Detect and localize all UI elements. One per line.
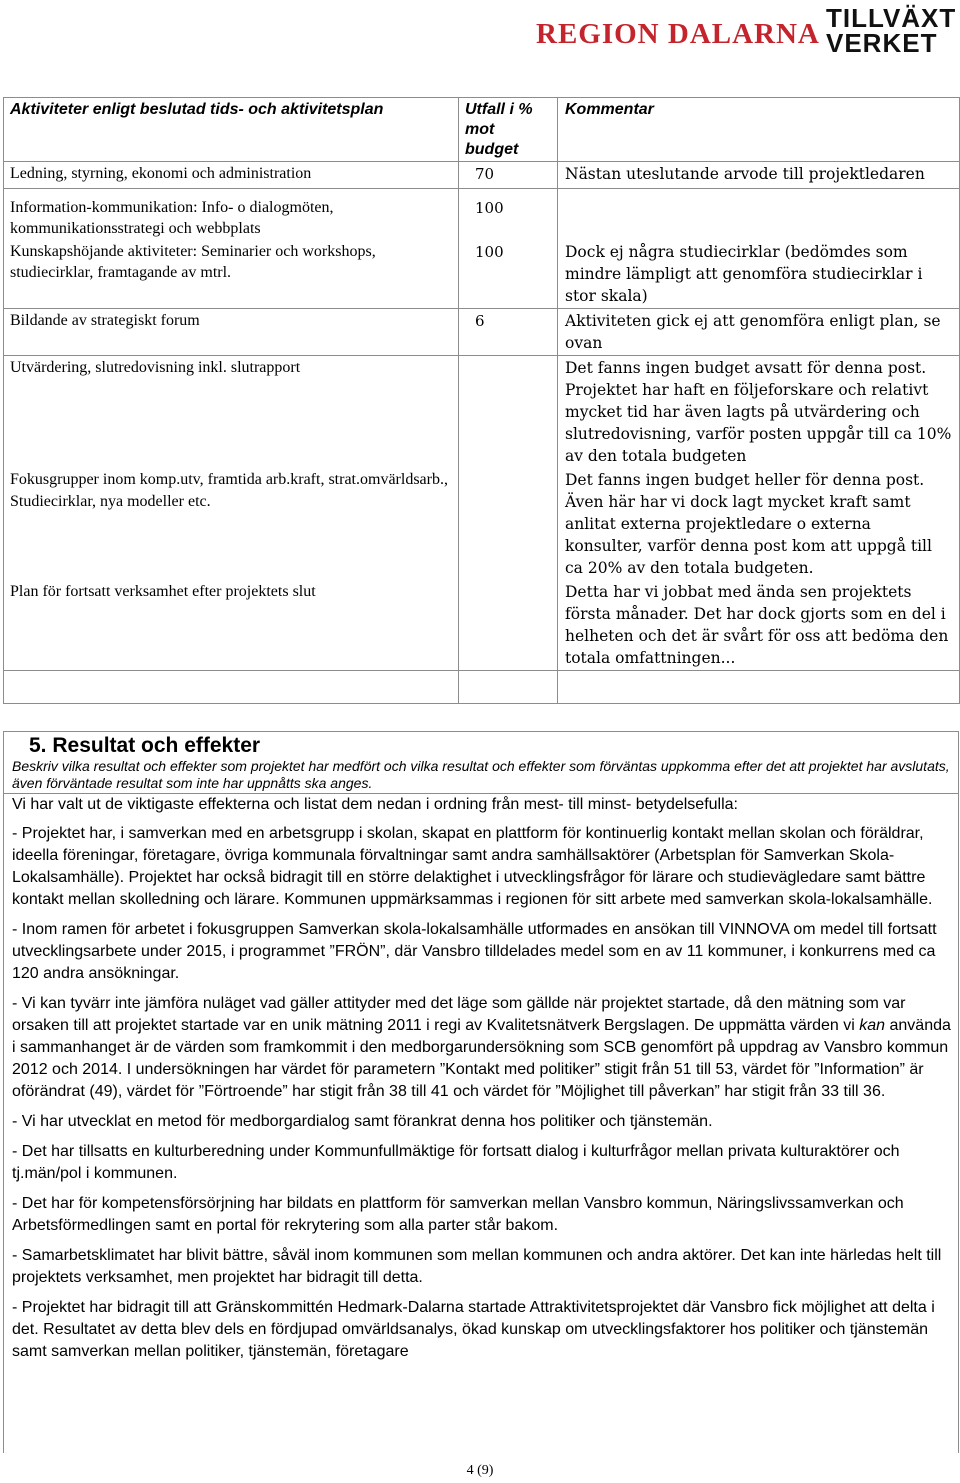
intro-paragraph: Vi har valt ut de viktigaste effekterna och listat dem nedan i ordning från mest- till minst- betydelsefulla: [12,796,738,813]
result-paragraph: - Det har tillsatts en kulturberedning under Kommunfullmäktige för fortsatt dialog i kulturfrågor mellan privata kulturaktörer och tj.män/pol i kommunen. [12,1143,900,1182]
result-paragraph: - Inom ramen för arbetet i fokusgruppen Samverkan skola-lokalsamhälle utformades en ansökan till VINNOVA om medel till fortsatt utvecklingsarbete under 2015, i programmet ”FRÖN”, där Vansbro tilldelades medel som en av 11 kommuner, i konkurrens med ca 120 andra ansökningar. [12,921,937,982]
region-dalarna-logo: REGION DALARNA [536,18,820,50]
table-row: Kunskapshöjande aktiviteter: Seminarier och workshops, studiecirklar, framtagande av mtrl. 100 Dock ej några studiecirklar (bedömdes som mindre lämpligt att genomföra studiecirklar i stor skala) [4,240,960,309]
result-paragraph: - Vi har utvecklat en metod för medborgardialog samt förankrat denna hos politiker och tjänstemän. [12,1113,713,1130]
table-row: Plan för fortsatt verksamhet efter projektets slut Detta har vi jobbat med ända sen projektets första månader. Det har dock gjorts som en del i helheten och det är svårt för oss att bedöma den totala omfattningen... [4,580,960,671]
table-header-row [4,98,960,162]
column-header-activity: Aktiviteter enligt beslutad tids- och aktivitetsplan [4,98,459,162]
section-body [12,794,952,1371]
page-number: 4 (9) [466,1463,494,1478]
table-row: Utvärdering, slutredovisning inkl. slutrapport Det fanns ingen budget avsatt för denna post. Projektet har haft en följeforskare och relativt mycket tid har även lagts på utvärdering och slutredovisning, varför posten uppgår till ca 10% av den totala budgeten [4,356,960,469]
result-paragraph: - Samarbetsklimatet har blivit bättre, såväl inom kommunen som mellan kommunen och andra aktörer. Det kan inte härledas helt till projektets verksamhet, men projektet har bidragit till detta. [12,1247,942,1286]
tillvaxtverket-logo: TILLVÄXT VERKET [826,3,957,58]
section-heading: 5. Resultat och effekter [29,734,261,757]
result-paragraph: - Vi kan tyvärr inte jämföra nuläget vad gäller attityder med det läge som gällde när projektet startade, då den mätning som var orsaken till att projektet startade var en unik mätning 2011 i regi av Kvalitetsnätverk Bergslagen. De uppmätta värden vi kan använda i sammanhanget är de värden som framkommit i den medborgarundersökning som SCB genomfört på uppdrag av Vansbro kommun 2012 och 2014. I undersökningen har värdet för parametern ”Kontakt med politiker” stigit från 51 till 53, värdet för ”Information” är oförändrat (49), värdet för ”Förtroende” har stigit från 38 till 41 och värdet för ”Möjlighet till påverkan” har stigit från 33 till 36. [12,995,951,1100]
table-row: Bildande av strategiskt forum 6 Aktiviteten gick ej att genomföra enligt plan, se ovan [4,309,960,356]
table-row [4,671,960,704]
result-paragraph: - Projektet har, i samverkan med en arbetsgrupp i skolan, skapat en plattform för kontinuerlig kontakt mellan skolan och föräldrar, ideella föreningar, företagare, övriga kommunala förvaltningar samt andra samhällsaktörer (Arbetsplan för Samverkan Skola-Lokalsamhälle). Projektet har också bidragit till en större delaktighet i utvecklingsfrågor för lärare och studievägledare samt bättre kontakt mellan skolledning och lärare. Kommunen uppmärksammas i regionen för sitt arbete med samverkan skola-lokalsamhälle. [12,825,933,908]
activities-table [3,97,960,704]
results-section [3,731,959,1453]
result-paragraph: - Projektet har bidragit till att Gränskommittén Hedmark-Dalarna startade Attraktivitetsprojektet där Vansbro fick möjlighet att delta i det. Resultatet av detta blev dels en fördjupad omvärldsanalys, ökad kunskap om utvecklingsfaktorer hos politiker och tjänstemän samt samverkan mellan politiker, tjänstemän, företagare [12,1299,935,1360]
table-row: Information-kommunikation: Info- o dialogmöten, kommunikationsstrategi och webbplats 100 [4,189,960,241]
result-paragraph: - Det har för kompetensförsörjning har bildats en plattform för samverkan mellan Vansbro kommun, Näringslivssamverkan och Arbetsförmedlingen samt en portal för rekrytering som alla parter står bakom. [12,1195,904,1234]
table-row: Ledning, styrning, ekonomi och administration 70 Nästan uteslutande arvode till projektledaren [4,162,960,189]
header-logos [536,3,957,58]
column-header-outcome: Utfall i % mot budget [459,98,558,162]
table-row: Fokusgrupper inom komp.utv, framtida arb.kraft, strat.omvärldsarb., Studiecirklar, nya modeller etc. Det fanns ingen budget heller för denna post. Även här har vi dock lagt mycket kraft samt anlitat externa projektledare o externa konsulter, varför denna post kom att uppgå till ca 20% av den totala budgeten. [4,468,960,580]
section-instructions: Beskriv vilka resultat och effekter som projektet har medfört och vilka resultat och effekter som förväntas uppkomma efter det att projektet har avslutats, även förväntade resultat som inte har uppnåtts ska anges. [12,758,950,791]
column-header-comment: Kommentar [558,98,960,162]
